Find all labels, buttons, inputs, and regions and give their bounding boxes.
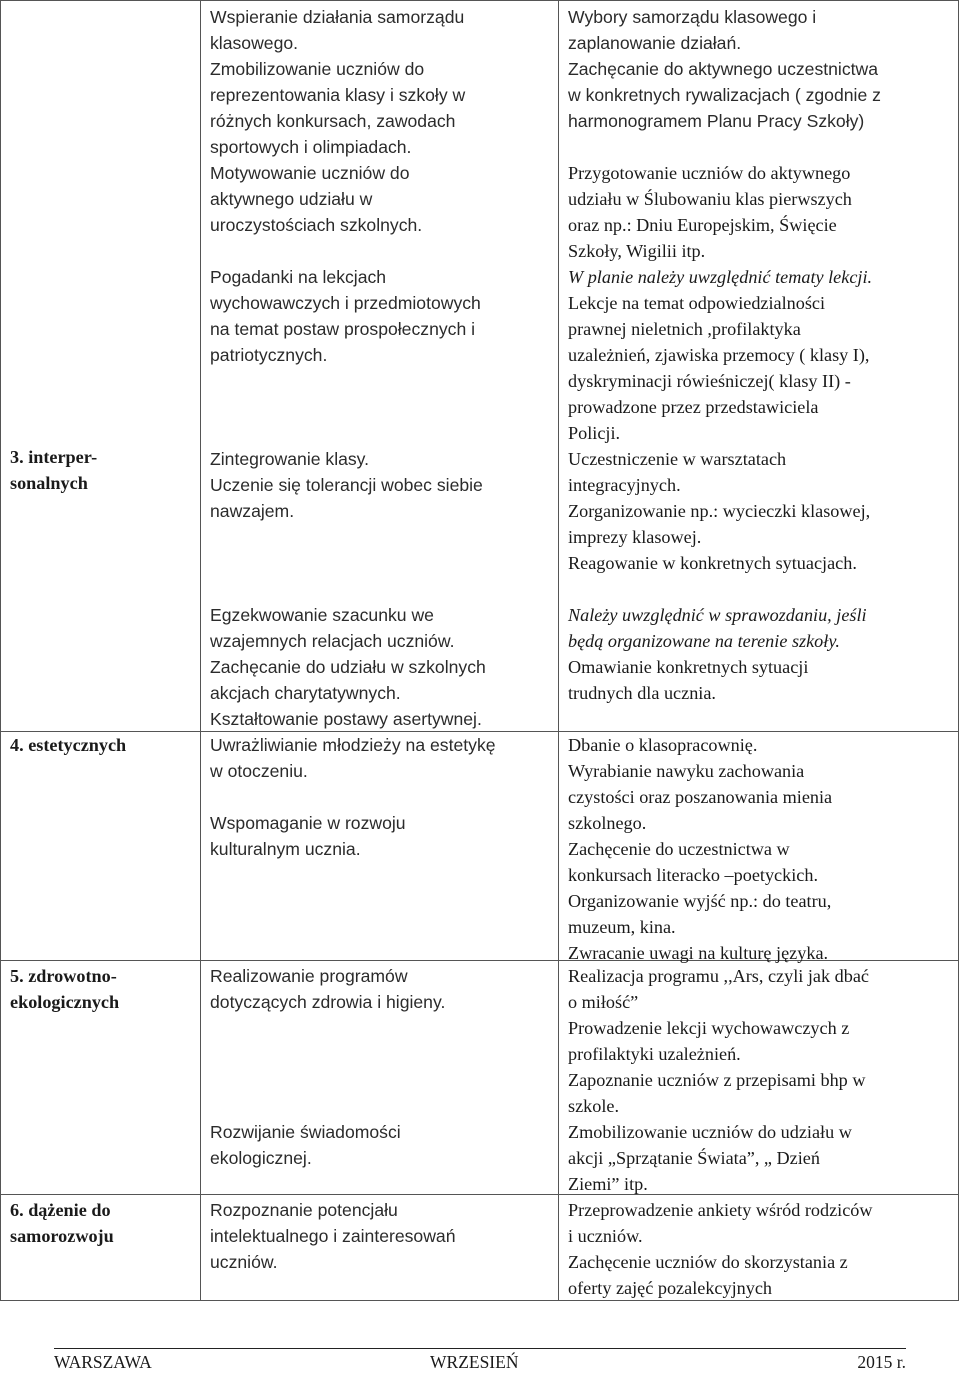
task-line: wzajemnych relacjach uczniów. xyxy=(210,631,455,651)
task-line: w otoczeniu. xyxy=(210,761,308,781)
task-line: Zachęcanie do udziału w szkolnych xyxy=(210,657,486,677)
tasks-cell xyxy=(201,1,559,732)
task-line: nawzajem. xyxy=(210,501,295,521)
task-line: Uwrażliwianie młodzieży na estetykę xyxy=(210,735,496,755)
method-line: Reagowanie w konkretnych sytuacjach. xyxy=(568,553,857,573)
task-line: Rozwijanie świadomości xyxy=(210,1122,401,1142)
category-cell xyxy=(1,1195,201,1301)
method-line: Przygotowanie uczniów do aktywnego xyxy=(568,163,851,183)
methods-cell xyxy=(559,1,959,732)
task-line: uroczystościach szkolnych. xyxy=(210,215,423,235)
category-label: 5. zdrowotno- ekologicznych xyxy=(10,966,120,1012)
method-line: Omawianie konkretnych sytuacji xyxy=(568,657,809,677)
table-row xyxy=(1,1195,959,1301)
category-label: 6. dążenie do samorozwoju xyxy=(10,1200,114,1246)
category-cell xyxy=(1,732,201,961)
category-cell xyxy=(1,961,201,1195)
task-line: Wspomaganie w rozwoju xyxy=(210,813,406,833)
method-line: trudnych dla ucznia. xyxy=(568,683,716,703)
task-line: Wspieranie działania samorządu xyxy=(210,7,465,27)
page-footer xyxy=(54,1348,906,1373)
method-line: konkursach literacko –poetyckich. xyxy=(568,865,818,885)
category-label: 4. estetycznych xyxy=(10,735,127,755)
method-line: Prowadzenie lekcji wychowawczych z xyxy=(568,1018,850,1038)
method-line: Zachęcenie uczniów do skorzystania z xyxy=(568,1252,848,1272)
table-row xyxy=(1,961,959,1195)
method-line: Dbanie o klasopracownię. xyxy=(568,735,758,755)
method-line: Szkoły, Wigilii itp. xyxy=(568,241,706,261)
method-line: W planie należy uwzględnić tematy lekcji. xyxy=(568,267,873,287)
method-line: będą organizowane na terenie szkoły. xyxy=(568,631,840,651)
tasks-cell xyxy=(201,1195,559,1301)
method-line: o miłość” xyxy=(568,992,639,1012)
category-label: 3. interper- sonalnych xyxy=(10,447,98,493)
method-line: i uczniów. xyxy=(568,1226,643,1246)
method-line: dyskryminacji rówieśniczej( klasy II) - xyxy=(568,371,851,391)
footer-year: 2015 r. xyxy=(857,1352,906,1372)
method-line: uzależnień, zjawiska przemocy ( klasy I), xyxy=(568,345,870,365)
tasks-cell xyxy=(201,961,559,1195)
task-line: Egzekwowanie szacunku we xyxy=(210,605,434,625)
footer-city: WARSZAWA xyxy=(54,1352,152,1372)
method-line: imprezy klasowej. xyxy=(568,527,702,547)
methods-cell xyxy=(559,961,959,1195)
methods-cell xyxy=(559,1195,959,1301)
method-line: Ziemi” itp. xyxy=(568,1174,648,1194)
method-line: w konkretnych rywalizacjach ( zgodnie z xyxy=(568,85,881,105)
task-line: reprezentowania klasy i szkoły w xyxy=(210,85,466,105)
method-line: akcji „Sprzątanie Świata”, „ Dzień xyxy=(568,1148,820,1168)
task-line: ekologicznej. xyxy=(210,1148,312,1168)
task-line: aktywnego udziału w xyxy=(210,189,373,209)
method-line: Zachęcenie do uczestnictwa w xyxy=(568,839,790,859)
method-line: integracyjnych. xyxy=(568,475,681,495)
method-line: prowadzone przez przedstawiciela xyxy=(568,397,819,417)
method-line: muzeum, kina. xyxy=(568,917,676,937)
method-line: Uczestniczenie w warsztatach xyxy=(568,449,787,469)
method-line: prawnej nieletnich ,profilaktyka xyxy=(568,319,801,339)
method-line: Zwracanie uwagi na kulturę języka. xyxy=(568,943,829,963)
task-line: intelektualnego i zainteresowań xyxy=(210,1226,456,1246)
method-line: Zapoznanie uczniów z przepisami bhp w xyxy=(568,1070,866,1090)
task-line: Pogadanki na lekcjach xyxy=(210,267,387,287)
task-line: sportowych i olimpiadach. xyxy=(210,137,412,157)
task-line: Realizowanie programów xyxy=(210,966,408,986)
method-line: udziału w Ślubowaniu klas pierwszych xyxy=(568,189,852,209)
method-line: Zachęcanie do aktywnego uczestnictwa xyxy=(568,59,879,79)
task-line: Kształtowanie postawy asertywnej. xyxy=(210,709,482,729)
method-line: Organizowanie wyjść np.: do teatru, xyxy=(568,891,832,911)
method-line: Realizacja programu ,,Ars, czyli jak dbać xyxy=(568,966,869,986)
task-line: Uczenie się tolerancji wobec siebie xyxy=(210,475,483,495)
table-row xyxy=(1,732,959,961)
method-line: profilaktyki uzależnień. xyxy=(568,1044,741,1064)
task-line: Rozpoznanie potencjału xyxy=(210,1200,398,1220)
task-line: na temat postaw prospołecznych i xyxy=(210,319,476,339)
method-line: szkole. xyxy=(568,1096,620,1116)
task-line: dotyczących zdrowia i higieny. xyxy=(210,992,446,1012)
methods-cell xyxy=(559,732,959,961)
footer-month: WRZESIEŃ xyxy=(430,1352,519,1372)
method-line: szkolnego. xyxy=(568,813,647,833)
method-line: Wyrabianie nawyku zachowania xyxy=(568,761,805,781)
method-line: oraz np.: Dniu Europejskim, Święcie xyxy=(568,215,837,235)
method-line: oferty zajęć pozalekcyjnych xyxy=(568,1278,772,1298)
method-line: Lekcje na temat odpowiedzialności xyxy=(568,293,826,313)
method-line: Zmobilizowanie uczniów do udziału w xyxy=(568,1122,852,1142)
task-line: Motywowanie uczniów do xyxy=(210,163,410,183)
method-line: Policji. xyxy=(568,423,621,443)
method-line: Wybory samorządu klasowego i xyxy=(568,7,817,27)
category-cell xyxy=(1,1,201,732)
task-line: kulturalnym ucznia. xyxy=(210,839,361,859)
task-line: Zmobilizowanie uczniów do xyxy=(210,59,425,79)
tasks-cell xyxy=(201,732,559,961)
task-line: klasowego. xyxy=(210,33,299,53)
method-line: Należy uwzględnić w sprawozdaniu, jeśli xyxy=(568,605,867,625)
task-line: Zintegrowanie klasy. xyxy=(210,449,370,469)
task-line: akcjach charytatywnych. xyxy=(210,683,401,703)
method-line: zaplanowanie działań. xyxy=(568,33,742,53)
table-row xyxy=(1,1,959,732)
method-line: harmonogramem Planu Pracy Szkoły) xyxy=(568,111,865,131)
task-line: różnych konkursach, zawodach xyxy=(210,111,456,131)
task-line: wychowawczych i przedmiotowych xyxy=(210,293,481,313)
task-line: uczniów. xyxy=(210,1252,278,1272)
task-line: patriotycznych. xyxy=(210,345,328,365)
method-line: Zorganizowanie np.: wycieczki klasowej, xyxy=(568,501,871,521)
method-line: Przeprowadzenie ankiety wśród rodziców xyxy=(568,1200,873,1220)
method-line: czystości oraz poszanowania mienia xyxy=(568,787,833,807)
